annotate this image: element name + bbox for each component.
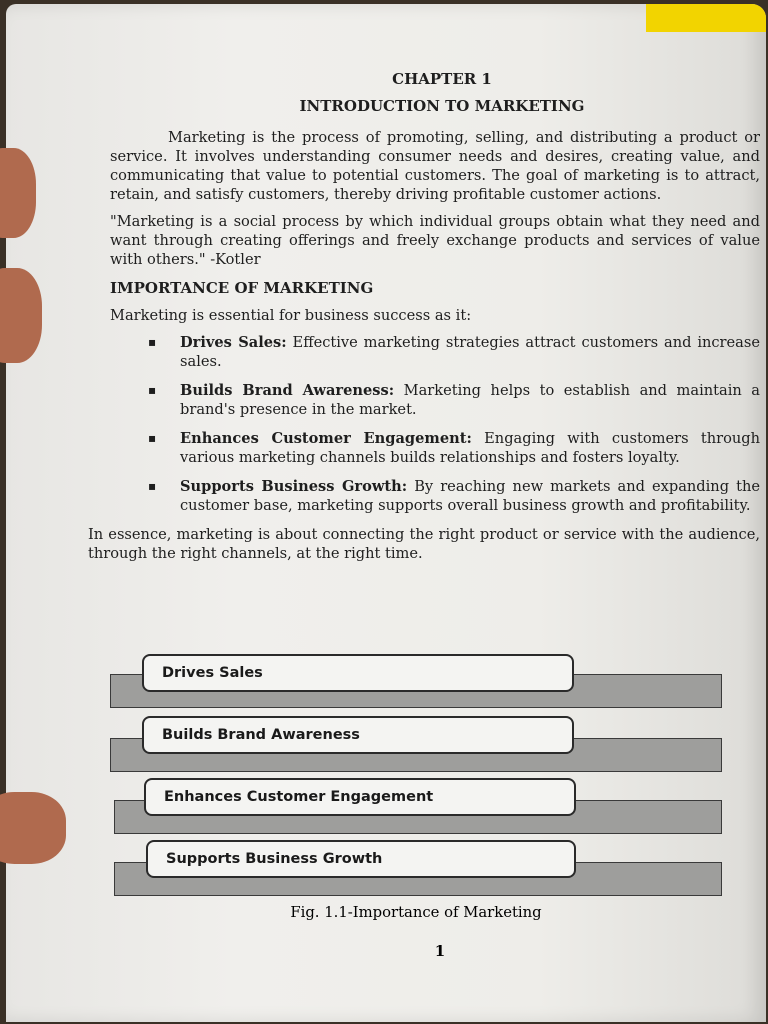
bullet-text: Marketing helps to establish and maintain a brand's presence in the market. — [180, 382, 760, 418]
closing-paragraph: In essence, marketing is about connecting the right product or service with the audience, through the right channels, at the right time. — [88, 526, 760, 562]
bullet-icon: ▪ — [148, 431, 157, 445]
diagram-label: Builds Brand Awareness — [142, 716, 574, 754]
list-item — [148, 333, 760, 371]
bullet-term: Drives Sales: — [180, 334, 287, 351]
diagram-label: Supports Business Growth — [146, 840, 576, 878]
chapter-title: INTRODUCTION TO MARKETING — [299, 97, 585, 115]
bullet-term: Builds Brand Awareness: — [180, 382, 395, 399]
kotler-quote: "Marketing is a social process by which individual groups obtain what they need and want through creating offerings and freely exchange products and services of value with others." -Kotler — [110, 213, 760, 268]
finger-bottom — [0, 792, 66, 864]
bullet-text: Effective marketing strategies attract customers and increase sales. — [180, 334, 761, 370]
diagram-label: Enhances Customer Engagement — [144, 778, 576, 816]
yellow-tab — [646, 4, 766, 32]
chapter-label: CHAPTER 1 — [392, 70, 492, 88]
importance-list — [88, 333, 760, 515]
importance-diagram — [100, 650, 720, 890]
finger-middle — [0, 268, 42, 363]
list-item — [148, 429, 760, 467]
bullet-term: Supports Business Growth: — [180, 478, 408, 495]
page-content — [88, 70, 760, 571]
finger-top — [0, 148, 36, 238]
bullet-icon: ▪ — [148, 479, 157, 493]
importance-heading: IMPORTANCE OF MARKETING — [110, 279, 374, 297]
importance-lead: Marketing is essential for business success as it: — [110, 307, 472, 324]
list-item — [148, 381, 760, 419]
list-item — [148, 477, 760, 515]
diagram-label: Drives Sales — [142, 654, 574, 692]
figure-caption: Fig. 1.1-Importance of Marketing — [290, 904, 542, 921]
page-number: 1 — [434, 942, 446, 960]
bullet-icon: ▪ — [148, 335, 157, 349]
bullet-icon: ▪ — [148, 383, 157, 397]
intro-paragraph: Marketing is the process of promoting, selling, and distributing a product or service. It involves understanding consumer needs and desires, creating value, and communicating that value to potential customers. The goal of marketing is to attract, retain, and satisfy customers, thereby driving profitable customer actions. — [110, 129, 760, 203]
bullet-term: Enhances Customer Engagement: — [180, 430, 472, 447]
bullet-text: By reaching new markets and expanding the customer base, marketing supports overall business growth and profitability. — [180, 478, 760, 514]
bullet-text: Engaging with customers through various marketing channels builds relationships and fosters loyalty. — [180, 430, 760, 466]
